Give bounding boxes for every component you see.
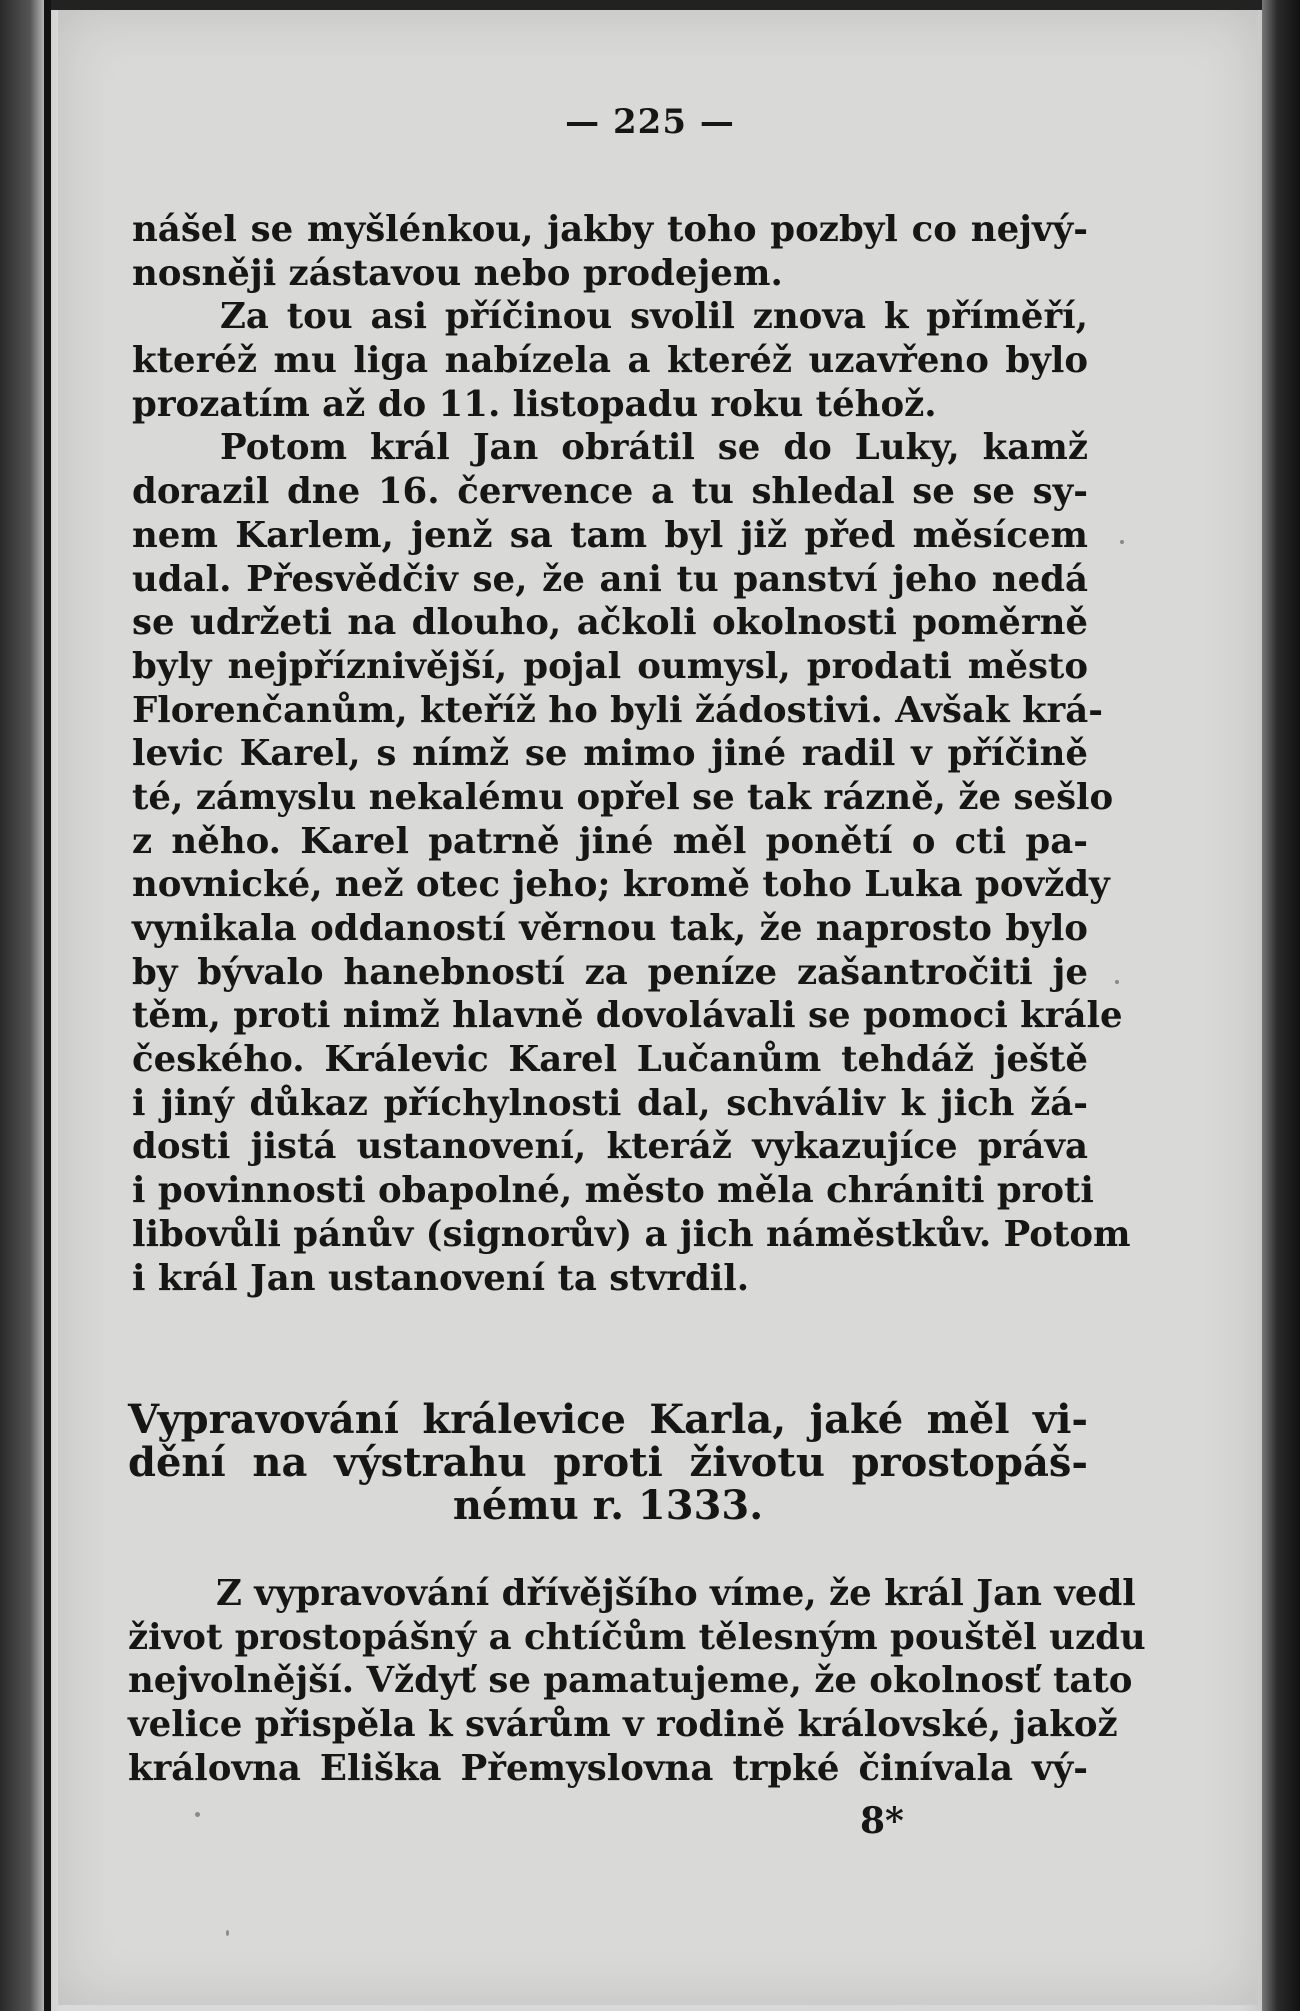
text-line: Z vypravování dřívějšího víme, že král Jan vedl [216, 1573, 1136, 1614]
print-speck [195, 1812, 200, 1817]
text-line: i povinnosti obapolné, město měla chrániti proti [132, 1170, 1094, 1212]
text-line: nejvolnější. Vždyť se pamatujeme, že okolnosť tato [128, 1660, 1133, 1702]
page-number: — 225 — [565, 102, 735, 142]
text-line: by bývalo hanebností za peníze zašantročiti je [132, 951, 1088, 993]
heading-line: Vypravování králevice Karla, jaké měl vi- [128, 1396, 1088, 1443]
text-line: Za tou asi příčinou svolil znova k příměří, [220, 296, 1088, 338]
text-line: z něho. Karel patrně jiné měl ponětí o cti pa- [132, 820, 1088, 862]
heading-line: nému r. 1333. [452, 1482, 764, 1529]
paragraph-2 [128, 1572, 1146, 1790]
text-line: dorazil dne 16. července a tu shledal se se sy- [132, 471, 1088, 513]
signature-mark: 8* [860, 1800, 904, 1842]
page-top-edge [44, 0, 1284, 10]
text-line: dosti jistá ustanovení, kteráž vykazujíce práva [132, 1126, 1088, 1168]
text-line: českého. Králevic Karel Lučanům tehdáž ještě [132, 1039, 1088, 1081]
print-speck [226, 1930, 229, 1936]
text-line: libovůli pánův (signorův) a jich náměstkův. Potom [132, 1213, 1131, 1255]
page-binding-edge [44, 0, 51, 2011]
text-line: nem Karlem, jenž sa tam byl již před měsícem [132, 514, 1088, 556]
text-line: novnické, než otec jeho; kromě toho Luka povždy [132, 864, 1110, 906]
text-line: kteréž mu liga nabízela a kteréž uzavřeno bylo [132, 340, 1088, 382]
text-line: prozatím až do 11. listopadu roku téhož. [132, 383, 937, 425]
print-speck [1115, 980, 1119, 984]
print-speck [1120, 540, 1124, 544]
page-right-edge [1262, 0, 1300, 2011]
text-line: nášel se myšlénkou, jakby toho pozbyl co nejvý- [132, 209, 1088, 250]
text-line: vynikala oddaností věrnou tak, že naprosto bylo [132, 908, 1088, 949]
text-line: královna Eliška Přemyslovna trpké činívala vý- [128, 1747, 1088, 1789]
text-line: levic Karel, s nímž se mimo jiné radil v příčině [132, 733, 1088, 775]
text-line: Potom král Jan obrátil se do Luky, kamž [220, 427, 1088, 469]
text-line: udal. Přesvědčiv se, že ani tu panství jeho nedá [132, 558, 1088, 600]
text-line: se udržeti na dlouho, ačkoli okolnosti poměrně [132, 602, 1088, 644]
paragraph-1 [132, 208, 1131, 1300]
text-line: i král Jan ustanovení ta stvrdil. [132, 1257, 750, 1299]
section-heading [128, 1398, 1088, 1527]
text-line: té, zámyslu nekalému opřel se tak rázně, že sešlo [132, 776, 1114, 818]
text-line: byly nejpříznivější, pojal oumysl, prodati město [132, 645, 1088, 687]
text-line: velice přispěla k svárům v rodině královské, jakož [128, 1704, 1118, 1746]
text-line: nosněji zástavou nebo prodejem. [132, 252, 783, 294]
text-line: život prostopášný a chtíčům tělesným pouštěl uzdu [128, 1616, 1146, 1658]
heading-line: dění na výstrahu proti životu prostopáš- [128, 1439, 1088, 1486]
text-line: i jiný důkaz příchylnosti dal, schváliv k jich žá- [132, 1082, 1088, 1124]
text-line: těm, proti nimž hlavně dovolávali se pomoci krále [132, 995, 1123, 1037]
text-line: Florenčanům, kteříž ho byli žádostivi. Avšak krá- [132, 689, 1103, 731]
